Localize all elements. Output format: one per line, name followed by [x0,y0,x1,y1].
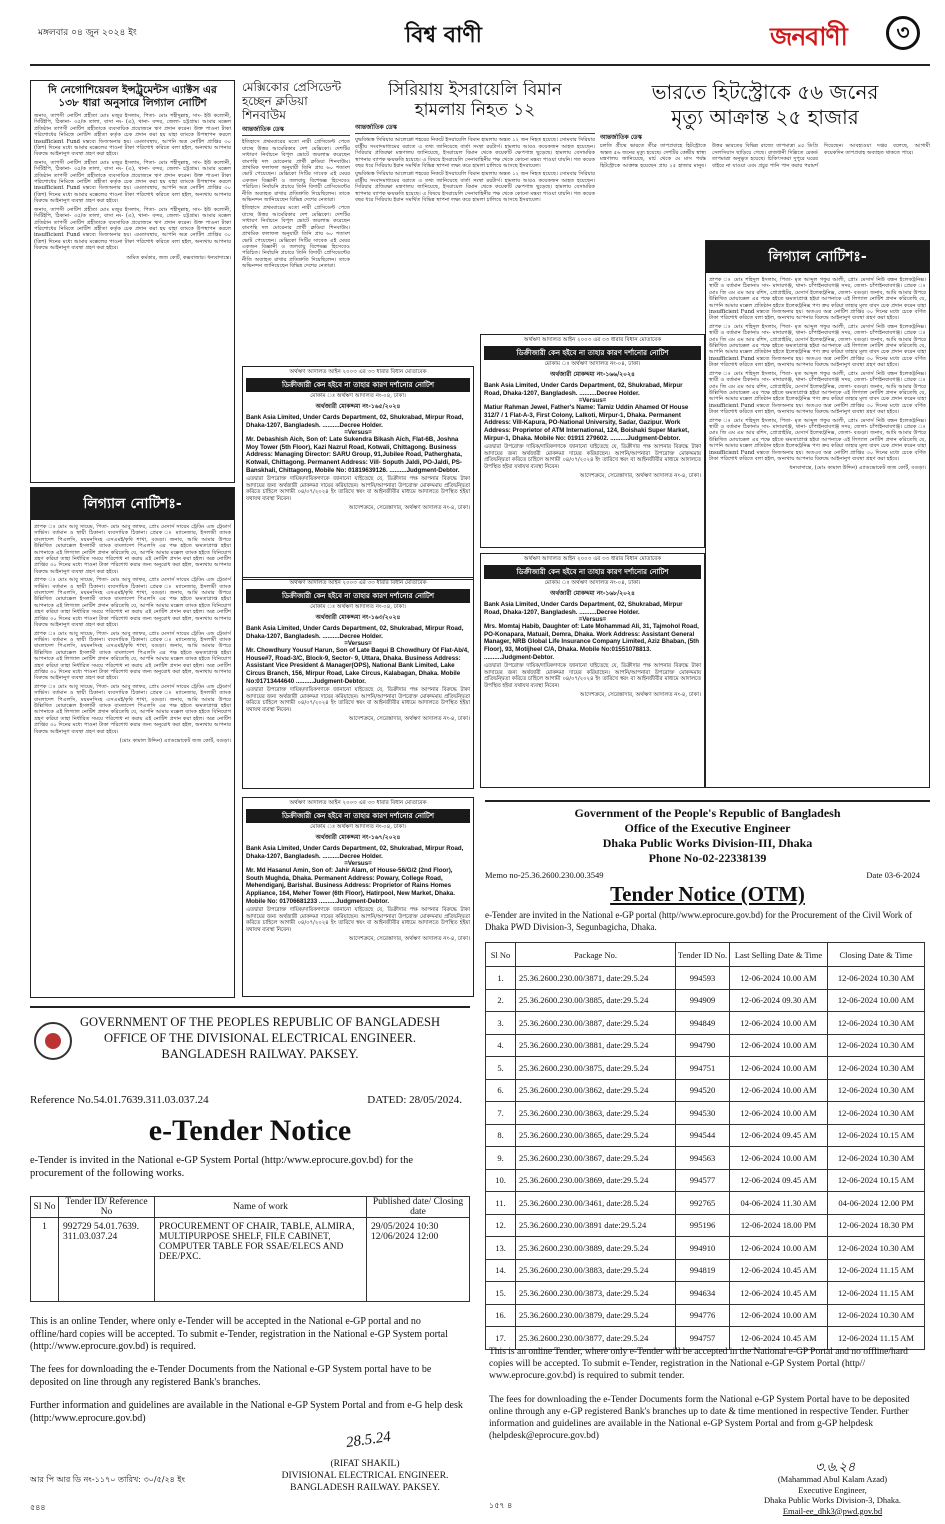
decree-court: মোকাম ঃ অর্থঋণ আদালত নং-০৪, ঢাকা। [310,824,406,830]
pwd-cell: 12-06-2024 10.30 AM [828,1034,925,1057]
table-row [486,1124,925,1147]
pwd-cell: 994790 [676,1034,730,1057]
legal-notice-right [705,240,930,788]
decree-holder: Bank Asia Limited, Under Cards Department, 02, Shukrabad, Mirpur Road, Dhaka-1207, Bangladesh. ..........Decree Holder. [484,601,683,616]
pwd-sig-line1: Executive Engineer, [798,1484,867,1495]
table-row [486,1102,925,1125]
decree-sign: আদেশক্রমে, সেরেস্তাদার, অর্থঋণ আদালত নং-৪, ঢাকা। [348,715,470,722]
legal-notice-negotiable [30,80,235,483]
decree-sign: আদেশক্রমে, সেরেস্তাদার, অর্থঋণ আদালত নং-৪, ঢাকা। [579,472,701,479]
railway-sig-line2: BANGLADESH RAILWAY. PAKSEY. [290,1483,440,1493]
pwd-col-package: Package No. [516,943,676,967]
decree-debtor: Matiur Rahman Jewel, Father's Name: Tamiz Uddin Ahamed Of House 312/7 / 1 Flat-A-3, First Colony, Lalkoti, Mirpur-1, Dhaka. Permanent Address: Vill-Kapura, PO-National University, Sadar, Gazipur. Work Address: Proprietor of ATM International, 124, Boishaki Super Market, Mirpur-1, Dhaka. Mobile No: 01911 279602. ..........Judgment-Debtor. [484,404,689,442]
table-row [486,1237,925,1260]
pwd-cell: 9. [486,1147,516,1170]
pwd-col-sl: Sl No [486,943,516,967]
india-headline [600,80,930,130]
page-number: ৩ [886,16,920,50]
pwd-cell: 12-06-2024 10.00 AM [730,1034,828,1057]
pwd-header-line4: Phone No-02-22338139 [648,851,767,865]
pwd-cell: 995196 [676,1214,730,1237]
table-row [486,1057,925,1080]
pwd-cell: 994563 [676,1147,730,1170]
pwd-cell: 994751 [676,1057,730,1080]
table-row [486,1214,925,1237]
decree-sign: আদেশক্রমে, সেরেস্তাদার, অর্থঋণ আদালত নং-৪, ঢাকা। [348,935,470,942]
pwd-signature-mark: ৩.৬.২৪ [815,1459,856,1474]
mexico-body: ইতিহাসে প্রথমবারের মতো নারী প্রেসিডেন্ট পেতে যাচ্ছে উত্তর আমেরিকার দেশ মেক্সিকো। দেশটির সাধারণ নির্বাচনে বিপুল ভোটে জয়লাভ করেছেন বামপন্থি দল মোরেনার প্রার্থী ক্লডিয়া শিনবাউম। প্রাথমিক ফলাফল অনুযায়ী তিনি প্রায় ৬০ শতাংশ ভোট পেয়েছেন। মেক্সিকো সিটির সাবেক এই মেয়র একজন বিজ্ঞানী ও জলবায়ু বিশেষজ্ঞ হিসেবেও পরিচিত। নির্বাচনি প্রচারে তিনি বিদায়ী প্রেসিডেন্টের নীতি অব্যাহত রাখার প্রতিশ্রুতি দিয়েছিলেন। তাকে অভিনন্দন জানিয়েছেন বিভিন্ন দেশের নেতারা। [242,139,350,204]
pwd-cell: 15. [486,1282,516,1305]
pwd-cell: 3. [486,1012,516,1035]
decree-debtor: Mr. Debashish Aich, Son of: Late Sukendra Bikash Aich, Flat-6B, Joshna Moy Tower (5th Floor), Kazi Nazrul Road, Kotwali, Chittagong. Business Address: Managing Director: SARU Group, 91,Jubilee Road, Patherghata, Kotwali, Chittagong. Permanent Address: Vill- Soputh Jaldi, PO-Jaldi, PS-Banskhali, Chittagong, Mobile No: 01819639126. ..........Judgment-Debtor. [246,436,462,474]
pwd-cell: 12-06-2024 10.30 AM [828,1012,925,1035]
railway-col-id: Tender ID/ Reference No [59,1197,155,1218]
railway-header-line3: BANGLADESH RAILWAY. PAKSEY. [161,1047,359,1061]
pwd-cell: 12-06-2024 11.15 AM [828,1282,925,1305]
pwd-cell: 25.36.2600.230.00/3877, date:29.5.24 [516,1327,676,1350]
pwd-header-line3: Dhaka Public Works Division-III, Dhaka [602,836,813,850]
pwd-cell: 6. [486,1079,516,1102]
pwd-cell: 12-06-2024 09.30 AM [730,989,828,1012]
pwd-cell: 12-06-2024 10.45 AM [730,1282,828,1305]
pwd-cell: 994577 [676,1169,730,1192]
decree-law: অর্থঋণ আদালত আইন ২০০৩ এর ৩৩ ধারার বিধান মোতাবেক [289,800,427,806]
railway-table-header [31,1197,470,1218]
pwd-table-header [486,943,925,967]
pwd-cell: 8. [486,1124,516,1147]
syria-body-cont: যুদ্ধবিধ্বস্ত সিরিয়ার আলেপ্পো শহরের নিকটে ইসরায়েলি বিমান হামলায় অন্তত ১২ জন নিহত হয়েছে। সোমবার সিরিয়ার রাষ্ট্রীয় সংবাদমাধ্যমের বরাতে এ তথ্য জানিয়েছে বার্তা সংস্থা রয়টার্স। হামলায় আরও কয়েকজন আহত হয়েছেন। সিরিয়ার প্রতিরক্ষা মন্ত্রণালয় জানিয়েছে, ইসরায়েল বিমান থেকে কয়েকটি ক্ষেপণাস্ত্র ছুড়েছে। হামলায় বেসামরিক স্থাপনার ব্যাপক ক্ষয়ক্ষতি হয়েছে। এ বিষয়ে ইসরায়েলি সেনাবাহিনীর পক্ষ থেকে কোনো মন্তব্য পাওয়া যায়নি। গত কয়েক বছর ধরে সিরিয়ায় ইরান সমর্থিত বিভিন্ন স্থাপনা লক্ষ্য করে হামলা চালিয়ে আসছে ইসরায়েল। [355,171,595,204]
railway-header [60,1014,460,1062]
decree-footer: এতদ্বারা উপরোক্ত দায়িক/দায়িকগণকে জানানো যাইতেছে যে, ডিক্রীদার পক্ষ আপনার বিরুদ্ধে টাকা আদায়ের জন্য অর্থজারী মোকদ্দমা দায়ের করিয়াছেন। আপনি/আপনারা উপরোক্ত মোকদ্দমায় প্রতিদ্বন্দ্বিতা করিতে চাহিলে আগামী ০৪/০৭/২০২৪ ইং তারিখে স্বয়ং বা আইনজীবীর মাধ্যমে আদালতে উপস্থিত হইয়া যথাযথ ব্যবস্থা নিবেন। [246,687,470,713]
pwd-cell: 12-06-2024 10.30 AM [828,1079,925,1102]
decree-title: ডিক্রীজারী কেন হইবে না তাহার কারণ দর্শানোর নোটিশ [484,346,701,360]
pwd-cell: 12-06-2024 11.15 AM [828,1327,925,1350]
decree-versus: =Versus= [344,860,372,868]
pwd-cell: 12-06-2024 10.00 AM [828,989,925,1012]
decree-footer: এতদ্বারা উপরোক্ত দায়িক/দায়িকগণকে জানানো যাইতেছে যে, ডিক্রীদার পক্ষ আপনার বিরুদ্ধে টাকা আদায়ের জন্য অর্থজারী মোকদ্দমা দায়ের করিয়াছেন। আপনি/আপনারা উপরোক্ত মোকদ্দমায় প্রতিদ্বন্দ্বিতা করিতে চাহিলে আগামী ০৪/০৭/২০২৪ ইং তারিখে স্বয়ং বা আইনজীবীর মাধ্যমে আদালতে উপস্থিত হইয়া যথাযথ ব্যবস্থা নিবেন। [484,663,701,689]
syria-byline: আন্তর্জাতিক ডেস্ক [355,124,595,134]
pwd-cell: 12-06-2024 10.30 AM [828,1237,925,1260]
pwd-cell: 25.36.2600.230.00/3867, date:29.5.24 [516,1147,676,1170]
decree-title: ডিক্রীজারী কেন হইবে না তাহার কারণ দর্শানোর নোটিশ [246,378,470,392]
pwd-cell: 12-06-2024 10.30 AM [828,1147,925,1170]
decree-holder: Bank Asia Limited, Under Cards Department, 02, Shukrabad, Mirpur Road, Dhaka-1207, Bangladesh. ..........Decree Holder. [246,414,464,429]
india-byline: আন্তর্জাতিক ডেস্ক [600,134,642,141]
decree-law: অর্থঋণ আদালত আইন ২০০৩ এর ৩৩ ধারার বিধান মোতাবেক [523,556,662,562]
pwd-cell: 2. [486,989,516,1012]
pwd-sig-name: (Mahammad Abul Kalam Azad) [777,1474,888,1484]
legal-notice-filler: জনাব, তাপসী নোটিশ প্রহীতা মোঃ মজুর ইসলাম, পিতা- মোঃ শহীদুল্লাহ, সাং- ইউ কলোনী, সিটিইপি, ঠিকানা- ৩৫/ক তালা, বাসা নং- (এ), থানা- বন্দর, জেলা- চট্টগ্রাম। আমার মক্কেল প্রতিষ্ঠান তাপসী নোটিশ গ্রহীতাকে ব্যবসায়িক প্রয়োজনে ঋণ প্রদান করেন। উক্ত পাওনা টাকা পরিশোধের নিমিত্তে নোটিশ গ্রহীতা কর্তৃক চেক প্রদান করা হয় যাহা ব্যাংকে উপস্থাপন করলে insufficient Fund মন্তব্যে ডিজঅনার হয়। এমতাবস্থায়, আপনি অত্র নোটিশ প্রাপ্তির ৩০ (ত্রিশ) দিনের মধ্যে আমার মক্কেলের পাওনা টাকা পরিশোধ করিতে বলা হইল, অন্যথায় আপনার বিরুদ্ধে আইনানুগ ব্যবস্থা গ্রহণ করা হইবে। [34,159,231,205]
decree-versus: =Versus= [344,640,372,648]
railway-col-sl: Sl No [31,1197,59,1218]
pwd-cell: 25.36.2600.230.00/3879, date:29.5.24 [516,1304,676,1327]
decree-footer: এতদ্বারা উপরোক্ত দায়িক/দায়িকগণকে জানানো যাইতেছে যে, ডিক্রীদার পক্ষ আপনার বিরুদ্ধে টাকা আদায়ের জন্য অর্থজারী মোকদ্দমা দায়ের করিয়াছেন। আপনি/আপনারা উপরোক্ত মোকদ্দমায় প্রতিদ্বন্দ্বিতা করিতে চাহিলে আগামী ০৪/০৭/২০২৪ ইং তারিখে স্বয়ং বা আইনজীবীর মাধ্যমে আদালতে উপস্থিত হইয়া যথাযথ ব্যবস্থা নিবেন। [246,476,470,502]
section-title: বিশ্ব বাণী [405,23,482,48]
pwd-cell: 25.36.2600.230.00/3873, date:29.5.24 [516,1282,676,1305]
pwd-cell: 25.36.2600.230.00/3871, date:29.5.24 [516,967,676,990]
pwd-cell: 04-06-2024 12.00 PM [828,1192,925,1215]
pwd-footer: ১৫৭ ৪ [489,1501,513,1510]
pwd-cell: 994530 [676,1102,730,1125]
pwd-cell: 25.36.2600.230.00/3865, date:29.5.24 [516,1124,676,1147]
decree-court: মোকাম ঃ অর্থঋণ আদালত নং-০৪, ঢাকা। [310,393,406,399]
news-syria [355,80,595,345]
pwd-cell: 12-06-2024 10.45 AM [730,1259,828,1282]
pwd-cell: 4. [486,1034,516,1057]
decree-holder: Bank Asia Limited, Under Cards Department, 02, Shukrabad, Mirpur Road, Dhaka-1207, Bangladesh. ..........Decree Holder. [246,625,464,640]
table-row [486,1147,925,1170]
pwd-cell: 12-06-2024 18.00 PM [730,1214,828,1237]
pwd-cell: 12-06-2024 10.00 AM [730,1057,828,1080]
pwd-cell: 1. [486,967,516,990]
legal-right-filler-3: প্রাপক ঃ মোঃ শহিদুল ইসলাম, পিতা- মৃত আব্দুল গফুর আলী, প্রোঃ মেসার্স নিউ বন্ধন ইলেকট্রনিক্স। স্থায়ী ও বর্তমান ঠিকানাঃ সাং- মাদারগঞ্জ, থানা- চাঁপাইনবাবগঞ্জ সদর, জেলা- চাঁপাইনবাবগঞ্জ। প্রেরক ঃ মোঃ জি এম এম আর রশিদ, প্রোপ্রাইটর, মেসার্স ইলেকট্রনিক্স, জেলা- বগুড়া। জনাব, আমি আমার উপরে উল্লিখিত মোয়াক্কেল এর পক্ষে হইতে ক্ষমতাপ্রাপ্ত হইয়া আপনাকে এই লিগ্যাল নোটিশ প্রদান করিতেছি যে, আপনি আমার মক্কেল প্রতিষ্ঠান হইতে ইলেকট্রনিক্স পণ্য ক্রয় করিয়া তাহার মূল্য বাবদ চেক প্রদান করেন যাহা insufficient Fund মন্তব্যে ডিজঅনার হয়। অতএব অত্র নোটিশ প্রাপ্তির ৩০ দিনের মধ্যে চেকে বর্ণিত টাকা পরিশোধ করিতে বলা হইল, অন্যথায় আপনার বিরুদ্ধে আইনানুগ ব্যবস্থা গ্রহণ করা হইবে। [709,417,926,462]
syria-headline-line1: সিরিয়ায় ইসরায়েলি বিমান [388,80,562,100]
decree-court: মোকাম ঃ অর্থঋণ আদালত নং-০৪, ঢাকা। [544,580,641,586]
pwd-date: Date 03-6-2024 [866,870,920,880]
railway-header-line2: OFFICE OF THE DIVISIONAL ELECTRICAL ENGINEER. [103,1031,417,1045]
railway-para1: This is an online Tender, where only e-Tender will be accepted in the National e-GP portal and no offline/hard copies will be accepted. To submit e-Tender, registration in the National e-GP System portal (http://www.eprocure.gov.bd) is required. [30,1316,448,1352]
table-row [486,967,925,990]
decree-versus: =Versus= [578,397,607,405]
pwd-cell: 17. [486,1327,516,1350]
pwd-cell: 25.36.2600.230.00/3887, date:29.5.24 [516,1012,676,1035]
pwd-cell: 12-06-2024 10.00 AM [730,1079,828,1102]
pwd-cell: 16. [486,1304,516,1327]
railway-row-sl: 1 [31,1218,59,1302]
pwd-intro: e-Tender are invited in the National e-GP portal (http//www.eprocure.gov.bd) for the Procurement of the Civil Work of Dhaka PWD Division-3, Segunbagicha, Dhaka. [485,910,913,932]
pwd-para2: The fees for downloading the e-Tender Documents form the National e-GP System Portal have to be deposited online through any e-GP registered Bank's branches up to date & time mentioned in respective Tender. Further information and guidelines are available in the National e-GP System Portal and from g-GP helpdesk (helpdesk@eprocure.gov.bd) [489,1395,910,1441]
pwd-cell: 994544 [676,1124,730,1147]
pwd-cell: 12. [486,1214,516,1237]
masthead-date: মঙ্গলবার ০৪ জুন ২০২৪ ইং [38,28,137,38]
legal-right-filler-2: প্রাপক ঃ মোঃ শহিদুল ইসলাম, পিতা- মৃত আব্দুল গফুর আলী, প্রোঃ মেসার্স নিউ বন্ধন ইলেকট্রনিক্স। স্থায়ী ও বর্তমান ঠিকানাঃ সাং- মাদারগঞ্জ, থানা- চাঁপাইনবাবগঞ্জ সদর, জেলা- চাঁপাইনবাবগঞ্জ। প্রেরক ঃ মোঃ জি এম এম আর রশিদ, প্রোপ্রাইটর, মেসার্স ইলেকট্রনিক্স, জেলা- বগুড়া। জনাব, আমি আমার উপরে উল্লিখিত মোয়াক্কেল এর পক্ষে হইতে ক্ষমতাপ্রাপ্ত হইয়া আপনাকে এই লিগ্যাল নোটিশ প্রদান করিতেছি যে, আপনি আমার মক্কেল প্রতিষ্ঠান হইতে ইলেকট্রনিক্স পণ্য ক্রয় করিয়া তাহার মূল্য বাবদ চেক প্রদান করেন যাহা insufficient Fund মন্তব্যে ডিজঅনার হয়। অতএব অত্র নোটিশ প্রাপ্তির ৩০ দিনের মধ্যে চেকে বর্ণিত টাকা পরিশোধ করিতে বলা হইল, অন্যথায় আপনার বিরুদ্ধে আইনানুগ ব্যবস্থা গ্রহণ করা হইবে। [709,370,926,416]
pwd-table-body [486,967,925,1350]
pwd-cell: 12-06-2024 09.45 AM [730,1124,828,1147]
pwd-cell: 25.36.2600.230.00/3863, date:29.5.24 [516,1102,676,1125]
pwd-cell: 992765 [676,1192,730,1215]
legal-notice-islami-bank [30,487,235,998]
pwd-cell: 12-06-2024 10.00 AM [730,1147,828,1170]
pwd-cell: 994520 [676,1079,730,1102]
decree-title: ডিক্রীজারী কেন হইবে না তাহার কারণ দর্শানোর নোটিশ [484,565,701,579]
pwd-cell: 11. [486,1192,516,1215]
decree-court: মোকাম ঃ অর্থঋণ আদালত নং-০৪, ঢাকা। [310,604,406,610]
pwd-col-closing: Closing Date & Time [828,943,925,967]
decree-case: অর্থজারী মোকদ্দমা নং-১৬৮/২০২৪ [550,590,635,597]
table-row [486,989,925,1012]
pwd-cell: 994757 [676,1327,730,1350]
legal-notice2-body: প্রাপক ঃ মোঃ আবু সায়েম, পিতা- মোঃ আবু জাফর, প্রোঃ মেসার্স সায়েম ট্রেডিং এন্ড ট্রেডার্স সার্ভিস। বর্তমান ও স্থায়ী ঠিকানা। ব্যবসায়িক ঠিকানা। প্রেরক ঃ ম্যানেজার, ইসলামী ব্যাংক বাংলাদেশ পিএলসি, ময়মনসিংহ এসএমই/কৃষি শাখা, বগুড়া। জনাব, আমি আমার উপরে উল্লিখিত মোয়াক্কেল ইসলামী ব্যাংক বাংলাদেশ পিএলসি এর পক্ষ হইতে ক্ষমতাপ্রাপ্ত হইয়া আপনাকে এই লিগ্যাল নোটিশ প্রদান করিতেছি যে, আপনি আমার মক্কেল ব্যাংক হইতে বিনিয়োগ গ্রহণ করিয়া তাহা নির্ধারিত সময়ে পরিশোধ না করায় এই নোটিশ প্রদান করা হইল। অত্র নোটিশ প্রাপ্তির ৩০ দিনের মধ্যে পাওনা টাকা পরিশোধ করার জন্য অনুরোধ করা হইল, অন্যথায় আপনার বিরুদ্ধে আইনানুগ ব্যবস্থা গ্রহণ করা হইবে। [34,524,231,575]
pwd-cell: 12-06-2024 10.00 AM [730,1102,828,1125]
decree-footer: এতদ্বারা উপরোক্ত দায়িক/দায়িকগণকে জানানো যাইতেছে যে, ডিক্রীদার পক্ষ আপনার বিরুদ্ধে টাকা আদায়ের জন্য অর্থজারী মোকদ্দমা দায়ের করিয়াছেন। আপনি/আপনারা উপরোক্ত মোকদ্দমায় প্রতিদ্বন্দ্বিতা করিতে চাহিলে আগামী ০৪/০৭/২০২৪ ইং তারিখে স্বয়ং বা আইনজীবীর মাধ্যমে আদালতে উপস্থিত হইয়া যথাযথ ব্যবস্থা নিবেন। [246,907,470,933]
railway-para2: The fees for downloading the e-Tender Documents from the National e-GP System portal have to be deposited on line through any registered Bank's branches. [30,1364,432,1388]
pwd-signatory [735,1474,930,1516]
pwd-cell: 25.36.2600.230.00/3891 date:29.5.24 [516,1214,676,1237]
decree-notice [480,553,705,788]
news-mexico [242,80,350,410]
legal-right-banner: লিগ্যাল নোটিশঃ- [706,241,929,273]
decree-sign: আদেশক্রমে, সেরেস্তাদার, অর্থঋণ আদালত নং-৪, ঢাকা। [579,691,701,698]
decree-case: অর্থজারী মোকদ্দমা নং-১৬৫/২০২৪ [315,403,401,410]
pwd-cell: 12-06-2024 10.30 AM [828,1304,925,1327]
pwd-cell: 12-06-2024 10.15 AM [828,1169,925,1192]
syria-body: যুদ্ধবিধ্বস্ত সিরিয়ার আলেপ্পো শহরের নিকটে ইসরায়েলি বিমান হামলায় অন্তত ১২ জন নিহত হয়েছে। সোমবার সিরিয়ার রাষ্ট্রীয় সংবাদমাধ্যমের বরাতে এ তথ্য জানিয়েছে বার্তা সংস্থা রয়টার্স। হামলায় আরও কয়েকজন আহত হয়েছেন। সিরিয়ার প্রতিরক্ষা মন্ত্রণালয় জানিয়েছে, ইসরায়েল বিমান থেকে কয়েকটি ক্ষেপণাস্ত্র ছুড়েছে। হামলায় বেসামরিক স্থাপনার ব্যাপক ক্ষয়ক্ষতি হয়েছে। এ বিষয়ে ইসরায়েলি সেনাবাহিনীর পক্ষ থেকে কোনো মন্তব্য পাওয়া যায়নি। গত কয়েক বছর ধরে সিরিয়ায় ইরান সমর্থিত বিভিন্ন স্থাপনা লক্ষ্য করে হামলা চালিয়ে আসছে ইসরায়েল। [355,137,595,170]
india-body: চলতি গ্রীষ্মে ভারতে তীব্র তাপপ্রবাহে হিটস্ট্রোকে অন্তত ৫৬ জনের মৃত্যু হয়েছে। দেশটির কেন্দ্রীয় স্বাস্থ্য মন্ত্রণালয় জানিয়েছে, মার্চ থেকে মে মাস পর্যন্ত হিটস্ট্রোকে আক্রান্ত হয়েছেন প্রায় ২৫ হাজার মানুষ। উত্তর ভারতের বিভিন্ন রাজ্যে তাপমাত্রা ৪৫ ডিগ্রি সেলসিয়াস ছাড়িয়ে গেছে। রাজধানী দিল্লিতে রেকর্ড তাপমাত্রা অনুভূত হয়েছে। চিকিৎসকরা দুপুরে ঘরের বাইরে না যাওয়া এবং প্রচুর পানি পান করার পরামর্শ দিয়েছেন। আবহাওয়া দপ্তর বলেছে, আগামী কয়েকদিন তাপপ্রবাহ অব্যাহত থাকতে পারে। [600,143,930,169]
pwd-cell: 25.36.2600.230.00/3461, date:28.5.24 [516,1192,676,1215]
pwd-cell: 12-06-2024 09.45 AM [730,1169,828,1192]
railway-para3: Further information and guidelines are available in the National e-GP System Portal and from e-G help desk (http:/www.eprocure.gov.bd) [30,1400,463,1424]
masthead-rule [30,64,930,66]
decree-law: অর্থঋণ আদালত আইন ২০০৩ এর ৩৩ ধারার বিধান মোতাবেক [289,580,427,586]
pwd-cell: 12-06-2024 10.00 AM [730,1012,828,1035]
pwd-cell: 12-06-2024 18.30 PM [828,1214,925,1237]
table-row [486,1012,925,1035]
legal-notice-signature: অমিত কর্মকার, জজ কোর্ট, কক্সবাজার। ধন্যবাদান্তে। [126,254,231,261]
pwd-cell: 10. [486,1169,516,1192]
decree-case: অর্থজারী মোকদ্দমা নং-১৬৭/২০২৪ [315,834,401,841]
decree-footer: এতদ্বারা উপরোক্ত দায়িক/দায়িকগণকে জানানো যাইতেছে যে, ডিক্রীদার পক্ষ আপনার বিরুদ্ধে টাকা আদায়ের জন্য অর্থজারী মোকদ্দমা দায়ের করিয়াছেন। আপনি/আপনারা উপরোক্ত মোকদ্দমায় প্রতিদ্বন্দ্বিতা করিতে চাহিলে আগামী ০৪/০৭/২০২৪ ইং তারিখে স্বয়ং বা আইনজীবীর মাধ্যমে আদালতে উপস্থিত হইয়া যথাযথ ব্যবস্থা নিবেন। [484,444,701,470]
pwd-sig-email: Email-ee_dhk3@pwd.gov.bd [782,1505,883,1516]
pwd-cell: 12-06-2024 10.00 AM [730,1304,828,1327]
table-row [486,1079,925,1102]
railway-title: e-Tender Notice [148,1114,352,1147]
railway-reference: Reference No.54.01.7639.311.03.037.24 [30,1094,209,1106]
pwd-title: Tender Notice (OTM) [610,882,805,906]
legal-title-line2: ১৩৮ ধারা অনুসারে লিগ্যাল নোটিশ [58,97,207,109]
pwd-cell: 994819 [676,1259,730,1282]
railway-dated: DATED: 28/05/2024. [367,1094,462,1106]
pwd-cell: 12-06-2024 10.00 AM [730,967,828,990]
railway-signature-mark: 28.5.24 [345,1428,392,1452]
railway-signatory [270,1458,460,1494]
pwd-cell: 12-06-2024 10.30 AM [828,1102,925,1125]
pwd-header [485,806,930,866]
legal-notice2-filler: প্রাপক ঃ মোঃ আবু সায়েম, পিতা- মোঃ আবু জাফর, প্রোঃ মেসার্স সায়েম ট্রেডিং এন্ড ট্রেডার্স সার্ভিস। বর্তমান ও স্থায়ী ঠিকানা। ব্যবসায়িক ঠিকানা। প্রেরক ঃ ম্যানেজার, ইসলামী ব্যাংক বাংলাদেশ পিএলসি, ময়মনসিংহ এসএমই/কৃষি শাখা, বগুড়া। জনাব, আমি আমার উপরে উল্লিখিত মোয়াক্কেল ইসলামী ব্যাংক বাংলাদেশ পিএলসি এর পক্ষ হইতে ক্ষমতাপ্রাপ্ত হইয়া আপনাকে এই লিগ্যাল নোটিশ প্রদান করিতেছি যে, আপনি আমার মক্কেল ব্যাংক হইতে বিনিয়োগ গ্রহণ করিয়া তাহা নির্ধারিত সময়ে পরিশোধ না করায় এই নোটিশ প্রদান করা হইল। অত্র নোটিশ প্রাপ্তির ৩০ দিনের মধ্যে পাওনা টাকা পরিশোধ করার জন্য অনুরোধ করা হইল, অন্যথায় আপনার বিরুদ্ধে আইনানুগ ব্যবস্থা গ্রহণ করা হইবে। [34,577,231,629]
decree-title: ডিক্রীজারী কেন হইবে না তাহার কারণ দর্শানোর নোটিশ [246,589,470,603]
railway-row-id: 992729 54.01.7639. 311.03.037.24 [59,1218,155,1302]
pwd-cell: 994593 [676,967,730,990]
railway-sig-name: (RIFAT SHAKIL) [330,1459,400,1469]
railway-footer: আর পি আর ডি নং-১১৭০ তারিখ: ৩০/৫/২৪ ইং [30,1475,185,1484]
railway-header-line1: GOVERNMENT OF THE PEOPLES REPUBLIC OF BANGLADESH [80,1015,440,1029]
decree-notice [242,577,474,789]
decree-holder: Bank Asia Limited, Under Cards Department, 02, Shukrabad, Mirpur Road, Dhaka-1207, Bangladesh. ..........Decree Holder. [484,382,683,397]
pwd-para1: This is an online Tender, where only e-Tender will be accepted in the National e-GP Portal and no offline/hard copies will be accepted. To submit e-Tender, registration in the National e-GP System Portal (http// www.eprocure.gov.bd) is required to submit tender. [489,1347,908,1381]
pwd-cell: 994849 [676,1012,730,1035]
masthead [0,0,945,70]
pwd-cell: 994776 [676,1304,730,1327]
pwd-cell: 12-06-2024 11.15 AM [828,1259,925,1282]
legal-right-body: প্রাপক ঃ মোঃ শহিদুল ইসলাম, পিতা- মৃত আব্দুল গফুর আলী, প্রোঃ মেসার্স নিউ বন্ধন ইলেকট্রনিক্স। স্থায়ী ও বর্তমান ঠিকানাঃ সাং- মাদারগঞ্জ, থানা- চাঁপাইনবাবগঞ্জ সদর, জেলা- চাঁপাইনবাবগঞ্জ। প্রেরক ঃ মোঃ জি এম এম আর রশিদ, প্রোপ্রাইটর, মেসার্স ইলেকট্রনিক্স, জেলা- বগুড়া। জনাব, আমি আমার উপরে উল্লিখিত মোয়াক্কেল এর পক্ষে হইতে ক্ষমতাপ্রাপ্ত হইয়া আপনাকে এই লিগ্যাল নোটিশ প্রদান করিতেছি যে, আপনি আমার মক্কেল প্রতিষ্ঠান হইতে ইলেকট্রনিক্স পণ্য ক্রয় করিয়া তাহার মূল্য বাবদ চেক প্রদান করেন যাহা insufficient Fund মন্তব্যে ডিজঅনার হয়। অতএব অত্র নোটিশ প্রাপ্তির ৩০ দিনের মধ্যে চেকে বর্ণিত টাকা পরিশোধ করিতে বলা হইল, অন্যথায় আপনার বিরুদ্ধে আইনানুগ ব্যবস্থা গ্রহণ করা হইবে। [709,277,926,322]
pwd-cell: 994909 [676,989,730,1012]
logo-text: জনবাণী [770,22,847,51]
table-row [486,1192,925,1215]
pwd-table [485,942,925,1350]
mexico-headline: মেক্সিকোর প্রেসিডেন্ট হচ্ছেন ক্লডিয়া শিনবাউম [242,80,342,122]
pwd-cell: 25.36.2600.230.00/3883, date:29.5.24 [516,1259,676,1282]
legal-right-signature: ধন্যবাদান্তে, (মোঃ কামাল উদ্দিন) এ্যাডভোকেট জজ কোর্ট, বগুড়া। [789,465,926,472]
pwd-memo: Memo no-25.36.2600.230.00.3549 [485,870,604,880]
pwd-cell: 25.36.2600.230.00/3889, date:29.5.24 [516,1237,676,1260]
mexico-byline: আন্তর্জাতিক ডেস্ক [242,126,350,136]
railway-sig-line1: DIVISIONAL ELECTRICAL ENGINEER. [281,1471,449,1481]
india-headline-line1: ভারতে হিটস্ট্রোকে ৫৬ জনের [651,80,879,104]
pwd-cell: 12-06-2024 10.15 AM [828,1124,925,1147]
pwd-cell: 13. [486,1237,516,1260]
decree-notice [242,366,474,580]
pwd-cell: 25.36.2600.230.00/3885, date:29.5.24 [516,989,676,1012]
decree-title: ডিক্রীজারী কেন হইবে না তাহার কারণ দর্শানোর নোটিশ [246,809,470,823]
railway-table [30,1196,470,1302]
pwd-cell: 04-06-2024 11.30 AM [730,1192,828,1215]
decree-versus: =Versus= [578,616,607,624]
railway-footer-num: ৫৪৪ [30,1503,46,1512]
pwd-cell: 25.36.2600.230.00/3875, date:29.5.24 [516,1057,676,1080]
decree-case: অর্থজারী মোকদ্দমা নং-১৬৩/২০২৪ [315,614,401,621]
pwd-cell: 12-06-2024 10.00 AM [730,1237,828,1260]
legal-notice2-filler-3: প্রাপক ঃ মোঃ আবু সায়েম, পিতা- মোঃ আবু জাফর, প্রোঃ মেসার্স সায়েম ট্রেডিং এন্ড ট্রেডার্স সার্ভিস। বর্তমান ও স্থায়ী ঠিকানা। ব্যবসায়িক ঠিকানা। প্রেরক ঃ ম্যানেজার, ইসলামী ব্যাংক বাংলাদেশ পিএলসি, ময়মনসিংহ এসএমই/কৃষি শাখা, বগুড়া। জনাব, আমি আমার উপরে উল্লিখিত মোয়াক্কেল ইসলামী ব্যাংক বাংলাদেশ পিএলসি এর পক্ষ হইতে ক্ষমতাপ্রাপ্ত হইয়া আপনাকে এই লিগ্যাল নোটিশ প্রদান করিতেছি যে, আপনি আমার মক্কেল ব্যাংক হইতে বিনিয়োগ গ্রহণ করিয়া তাহা নির্ধারিত সময়ে পরিশোধ না করায় এই নোটিশ প্রদান করা হইল। অত্র নোটিশ প্রাপ্তির ৩০ দিনের মধ্যে পাওনা টাকা পরিশোধ করার জন্য অনুরোধ করা হইল, অন্যথায় আপনার বিরুদ্ধে আইনানুগ ব্যবস্থা গ্রহণ করা হইবে। [34,683,231,735]
decree-debtor: Mr. Md Hasanul Amin, Son of: Jahir Alam, of House-56/G/2 (2nd Floor), South Mughda, Dhaka. Permanent Address: Powary, College Road, Mehendiganj, Barishal. Business Address: Proprietor of Rains Homes Appliance, 164, Meher Tower (6th Floor), Hatirpool, New Market, Dhaka. Mobile No: 01706681233 ..........Judgment-Debtor. [246,867,455,905]
table-row [486,1259,925,1282]
pwd-cell: 994634 [676,1282,730,1305]
pwd-col-selling: Last Selling Date & Time [730,943,828,967]
legal-notice-banner: লিগ্যাল নোটিশঃ- [31,488,234,520]
railway-row-dates: 29/05/2024 10:30 12/06/2024 12:00 [367,1218,470,1302]
railway-tender [30,1006,470,1514]
railway-col-work: Name of work [155,1197,367,1218]
pwd-cell: 12-06-2024 10.30 AM [828,967,925,990]
pwd-cell: 25.36.2600.230.00/3881, date:29.5.24 [516,1034,676,1057]
legal-right-filler: প্রাপক ঃ মোঃ শহিদুল ইসলাম, পিতা- মৃত আব্দুল গফুর আলী, প্রোঃ মেসার্স নিউ বন্ধন ইলেকট্রনিক্স। স্থায়ী ও বর্তমান ঠিকানাঃ সাং- মাদারগঞ্জ, থানা- চাঁপাইনবাবগঞ্জ সদর, জেলা- চাঁপাইনবাবগঞ্জ। প্রেরক ঃ মোঃ জি এম এম আর রশিদ, প্রোপ্রাইটর, মেসার্স ইলেকট্রনিক্স, জেলা- বগুড়া। জনাব, আমি আমার উপরে উল্লিখিত মোয়াক্কেল এর পক্ষে হইতে ক্ষমতাপ্রাপ্ত হইয়া আপনাকে এই লিগ্যাল নোটিশ প্রদান করিতেছি যে, আপনি আমার মক্কেল প্রতিষ্ঠান হইতে ইলেকট্রনিক্স পণ্য ক্রয় করিয়া তাহার মূল্য বাবদ চেক প্রদান করেন যাহা insufficient Fund মন্তব্যে ডিজঅনার হয়। অতএব অত্র নোটিশ প্রাপ্তির ৩০ দিনের মধ্যে চেকে বর্ণিত টাকা পরিশোধ করিতে বলা হইল, অন্যথায় আপনার বিরুদ্ধে আইনানুগ ব্যবস্থা গ্রহণ করা হইবে। [709,323,926,369]
syria-headline [355,80,595,120]
legal-title-line1: দি নেগোশিয়েবল ইন্সট্রুমেন্টস এ্যাক্টস এর [48,84,217,96]
pwd-tender [485,800,930,1514]
india-headline-line2: মৃত্যু আক্রান্ত ২৫ হাজার [671,105,859,129]
table-row [486,1169,925,1192]
decree-sign: আদেশক্রমে, সেরেস্তাদার, অর্থঋণ আদালত নং-৪, ঢাকা। [348,504,470,511]
legal-notice-body: জনাব, তাপসী নোটিশ প্রহীতা মোঃ মজুর ইসলাম, পিতা- মোঃ শহীদুল্লাহ, সাং- ইউ কলোনী, সিটিইপি, ঠিকানা- ৩৫/ক তালা, বাসা নং- (এ), থানা- বন্দর, জেলা- চট্টগ্রাম। আমার মক্কেল প্রতিষ্ঠান তাপসী নোটিশ গ্রহীতাকে ব্যবসায়িক প্রয়োজনে ঋণ প্রদান করেন। উক্ত পাওনা টাকা পরিশোধের নিমিত্তে নোটিশ গ্রহীতা কর্তৃক চেক প্রদান করা হয় যাহা ব্যাংকে উপস্থাপন করলে insufficient Fund মন্তব্যে ডিজঅনার হয়। এমতাবস্থায়, আপনি অত্র নোটিশ প্রাপ্তির ৩০ (ত্রিশ) দিনের মধ্যে আমার মক্কেলের পাওনা টাকা পরিশোধ করিতে বলা হইল, অন্যথায় আপনার বিরুদ্ধে আইনানুগ ব্যবস্থা গ্রহণ করা হইবে। [34,113,231,158]
decree-law: অর্থঋণ আদালত আইন ২০০৩ এর ৩৩ ধারার বিধান মোতাবেক [289,369,427,375]
table-row [486,1304,925,1327]
pwd-cell: 12-06-2024 10.30 AM [828,1057,925,1080]
table-row [486,1282,925,1305]
newspaper-logo [770,17,920,51]
pwd-cell: 25.36.2600.230.00/3869, date:29.5.24 [516,1169,676,1192]
legal-notice-filler-2: জনাব, তাপসী নোটিশ প্রহীতা মোঃ মজুর ইসলাম, পিতা- মোঃ শহীদুল্লাহ, সাং- ইউ কলোনী, সিটিইপি, ঠিকানা- ৩৫/ক তালা, বাসা নং- (এ), থানা- বন্দর, জেলা- চট্টগ্রাম। আমার মক্কেল প্রতিষ্ঠান তাপসী নোটিশ গ্রহীতাকে ব্যবসায়িক প্রয়োজনে ঋণ প্রদান করেন। উক্ত পাওনা টাকা পরিশোধের নিমিত্তে নোটিশ গ্রহীতা কর্তৃক চেক প্রদান করা হয় যাহা ব্যাংকে উপস্থাপন করলে insufficient Fund মন্তব্যে ডিজঅনার হয়। এমতাবস্থায়, আপনি অত্র নোটিশ প্রাপ্তির ৩০ (ত্রিশ) দিনের মধ্যে আমার মক্কেলের পাওনা টাকা পরিশোধ করিতে বলা হইল, অন্যথায় আপনার বিরুদ্ধে আইনানুগ ব্যবস্থা গ্রহণ করা হইবে। [34,206,231,252]
decree-debtor: Mrs. Momtaj Habib, Daughter of: Late Mohammad Ali, 31, Tajmohol Road, PO-Konapara, Matuail, Demra, Dhaka. Work Address: Assistant General Manager, NRB Global Life Insurance Company Limited, Aziz Bhaban, (5th Floor), 93, Motijheel C/A, Dhaka. Mobile No:01551078813. ..........Judgment-Debtor. [484,623,699,661]
syria-headline-line2: হামলায় নিহত ১২ [414,100,536,120]
pwd-cell: 7. [486,1102,516,1125]
railway-col-dates: Published date/ Closing date [367,1197,470,1218]
legal-notice-title [34,84,231,110]
pwd-header-line2: Office of the Executive Engineer [624,821,791,835]
decree-debtor: Mr. Chowdhury Yousuf Harun, Son of Late Baqui B Chowdhury Of Flat-Ab/4, House#7, Road-3/C, Block-9, Sector- 9, Uttara, Dhaka. Business Address: Assistant Vice President & Manager(OPS), National Bank Limited, Lake Circus Branch, 156, Mirpur Road, Lake Circus, Kalabagan, Dhaka. Mobile No:01713444640 ..........Judgment-Debtor. [246,647,469,685]
pwd-cell: 5. [486,1057,516,1080]
legal-notice2-filler-2: প্রাপক ঃ মোঃ আবু সায়েম, পিতা- মোঃ আবু জাফর, প্রোঃ মেসার্স সায়েম ট্রেডিং এন্ড ট্রেডার্স সার্ভিস। বর্তমান ও স্থায়ী ঠিকানা। ব্যবসায়িক ঠিকানা। প্রেরক ঃ ম্যানেজার, ইসলামী ব্যাংক বাংলাদেশ পিএলসি, ময়মনসিংহ এসএমই/কৃষি শাখা, বগুড়া। জনাব, আমি আমার উপরে উল্লিখিত মোয়াক্কেল ইসলামী ব্যাংক বাংলাদেশ পিএলসি এর পক্ষ হইতে ক্ষমতাপ্রাপ্ত হইয়া আপনাকে এই লিগ্যাল নোটিশ প্রদান করিতেছি যে, আপনি আমার মক্কেল ব্যাংক হইতে বিনিয়োগ গ্রহণ করিয়া তাহা নির্ধারিত সময়ে পরিশোধ না করায় এই নোটিশ প্রদান করা হইল। অত্র নোটিশ প্রাপ্তির ৩০ দিনের মধ্যে পাওনা টাকা পরিশোধ করার জন্য অনুরোধ করা হইল, অন্যথায় আপনার বিরুদ্ধে আইনানুগ ব্যবস্থা গ্রহণ করা হইবে। [34,630,231,682]
pwd-sig-line2: Dhaka Public Works Division-3, Dhaka. [763,1495,902,1505]
pwd-col-tender-id: Tender ID No. [676,943,730,967]
table-row [486,1034,925,1057]
pwd-cell: 25.36.2600.230.00/3862, date:29.5.24 [516,1079,676,1102]
decree-versus: =Versus= [344,429,372,437]
decree-case: অর্থজারী মোকদ্দমা নং-১৬৬/২০২৪ [550,371,635,378]
decree-law: অর্থঋণ আদালত আইন ২০০৩ এর ৩৩ ধারার বিধান মোতাবেক [523,337,662,343]
mexico-body-cont: ইতিহাসে প্রথমবারের মতো নারী প্রেসিডেন্ট পেতে যাচ্ছে উত্তর আমেরিকার দেশ মেক্সিকো। দেশটির সাধারণ নির্বাচনে বিপুল ভোটে জয়লাভ করেছেন বামপন্থি দল মোরেনার প্রার্থী ক্লডিয়া শিনবাউম। প্রাথমিক ফলাফল অনুযায়ী তিনি প্রায় ৬০ শতাংশ ভোট পেয়েছেন। মেক্সিকো সিটির সাবেক এই মেয়র একজন বিজ্ঞানী ও জলবায়ু বিশেষজ্ঞ হিসেবেও পরিচিত। নির্বাচনি প্রচারে তিনি বিদায়ী প্রেসিডেন্টের নীতি অব্যাহত রাখার প্রতিশ্রুতি দিয়েছিলেন। তাকে অভিনন্দন জানিয়েছেন বিভিন্ন দেশের নেতারা। [242,205,350,270]
pwd-cell: 994910 [676,1237,730,1260]
railway-row-work: PROCUREMENT OF CHAIR, TABLE, ALMIRA, MULTIPURPOSE SHELF, FILE CABINET, COMPUTER TABLE FOR SSAE/ELECS AND DEE/PXC. [155,1218,367,1302]
pwd-cell: 14. [486,1259,516,1282]
decree-notice [480,334,705,548]
table-row [31,1218,470,1302]
decree-holder: Bank Asia Limited, Under Cards Department, 02, Shukrabad, Mirpur Road, Dhaka-1207, Bangladesh. ..........Decree Holder. [246,845,464,860]
pwd-cell: 12-06-2024 10.45 AM [730,1327,828,1350]
legal-notice2-signature: (মোঃ কামাল উদ্দিন) এ্যাডভোকেট জজ কোর্ট, বগুড়া। [119,738,231,744]
pwd-header-line1: Government of the People's Republic of Bangladesh [574,806,841,820]
news-india [600,80,930,238]
railway-intro: e-Tender is invited in the National e-GP System Portal (http:/www.eprocure.gov.bd) for the procurement of the following works. [30,1155,414,1179]
decree-court: মোকাম ঃ অর্থঋণ আদালত নং-০৪, ঢাকা। [544,361,641,367]
decree-notice [242,797,474,997]
